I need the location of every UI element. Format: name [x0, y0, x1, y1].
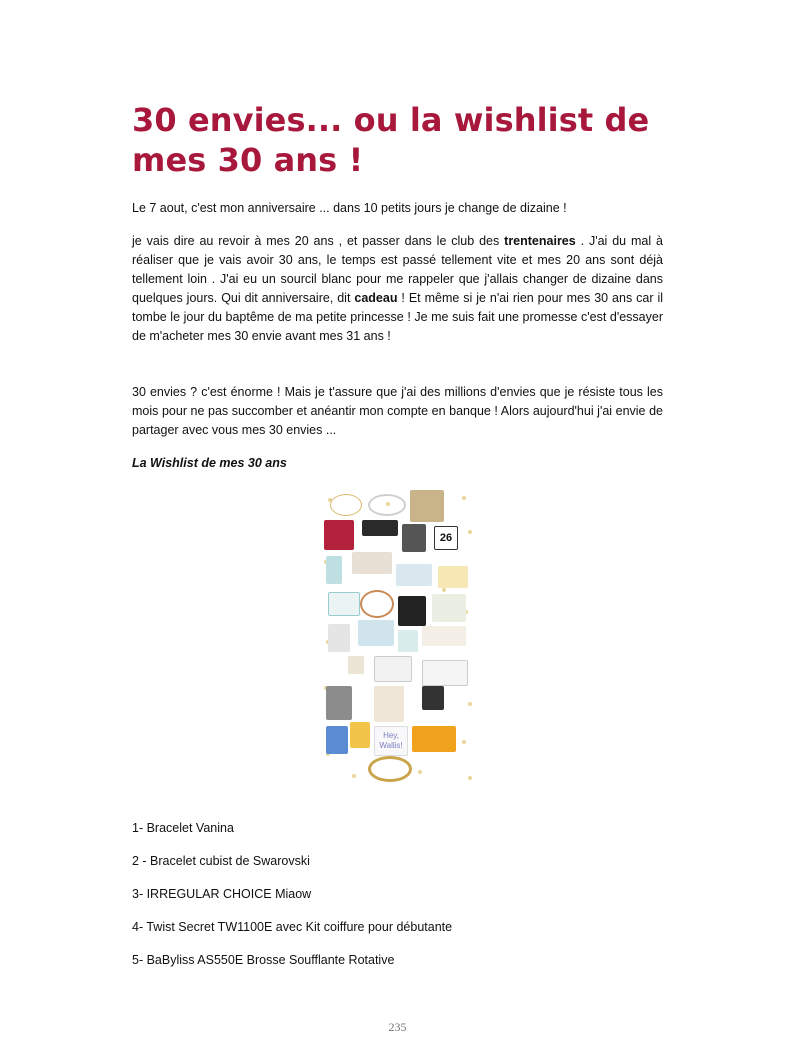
intro-paragraph-3: 30 envies ? c'est énorme ! Mais je t'assure que j'ai des millions d'envies que je résiste tous les mois pour ne pas succomber et anéantir mon compte en banque ! Alors aujourd'hui j'ai envie de partager avec vous mes 30 envies ... — [132, 385, 663, 437]
intro2-text-b: . J'ai du mal à réaliser que je vais avoir 30 ans, le temps est passé tellement vite et mes 20 ans sont déjà tellement loin . J'ai eu un sourcil blanc pour me rappeler que j'allais changer de dizaine dans quelques jours. Qui dit anniversaire, dit — [132, 234, 663, 305]
mug-text-2: Wallis! — [379, 741, 403, 750]
decorative-dot — [442, 588, 446, 592]
wishlist-list — [132, 819, 663, 984]
article-title: 30 envies... ou la wishlist de mes 30 ans ! — [132, 101, 650, 179]
room-image-1 — [352, 552, 392, 574]
desk-image — [374, 656, 412, 682]
decorative-dot — [468, 776, 472, 780]
chair-image-1 — [328, 624, 350, 652]
intro-paragraph-1: Le 7 aout, c'est mon anniversaire ... dans 10 petits jours je change de dizaine ! — [132, 201, 567, 215]
mug-text-1: Hey, — [383, 731, 399, 740]
funko-image-2 — [350, 722, 370, 748]
hair-kit-image — [324, 520, 354, 550]
rack-image — [328, 592, 360, 616]
bracelet-swarovski-image — [368, 494, 406, 516]
prints-image — [432, 594, 466, 622]
wishlist-collage-image — [322, 490, 474, 782]
bracelet-vanina-image — [330, 494, 362, 516]
chair-image-2 — [326, 686, 352, 720]
decorative-dot — [468, 702, 472, 706]
list-item: 1- Bracelet Vanina — [132, 821, 234, 835]
stool-image — [348, 656, 364, 674]
mug-image — [374, 726, 408, 756]
rings-image — [368, 756, 412, 782]
cooker-image — [402, 524, 426, 552]
decorative-dot — [352, 774, 356, 778]
wall-image — [422, 626, 466, 646]
wishlist-subtitle: La Wishlist de mes 30 ans — [132, 456, 287, 470]
list-item: 3- IRREGULAR CHOICE Miaow — [132, 887, 312, 901]
intro2-bold-cadeau: cadeau — [354, 291, 398, 305]
shoe-image — [410, 490, 444, 522]
list-item: 2 - Bracelet cubist de Swarovski — [132, 854, 310, 868]
list-item: 4- Twist Secret TW1100E avec Kit coiffure pour débutante — [132, 920, 453, 934]
calendar-image: 26 — [434, 526, 458, 550]
cabinet-image — [422, 660, 468, 686]
intro2-text-c: ! Et même si je n'ai rien pour mes 30 ans car il tombe le jour du baptême de ma petite princesse ! Je me suis fait une promesse c'est d'essayer de m'acheter mes 30 envie avant mes 31 ans ! — [132, 291, 663, 343]
frame-image — [438, 566, 468, 588]
intro-paragraph-2 — [132, 232, 663, 346]
lamp-image — [398, 630, 418, 652]
house-frame-image — [398, 596, 426, 626]
page-number: 235 — [388, 1020, 407, 1034]
hair-brush-image — [362, 520, 398, 536]
sofa-image — [358, 620, 394, 646]
wire-basket-image — [360, 590, 394, 618]
intro2-text-a: je vais dire au revoir à mes 20 ans , et passer dans le club des — [132, 234, 505, 248]
decorative-dot — [462, 496, 466, 500]
room-image-2 — [374, 686, 404, 722]
decorative-dot — [462, 740, 466, 744]
decor-image — [326, 556, 342, 584]
funko-image-1 — [326, 726, 348, 754]
decorative-dot — [468, 530, 472, 534]
shelf-image — [396, 564, 432, 586]
speaker-image — [422, 686, 444, 710]
decorative-dot — [418, 770, 422, 774]
intro2-bold-trentenaires: trentenaires — [504, 234, 576, 248]
box-image — [412, 726, 456, 752]
list-item: 5- BaByliss AS550E Brosse Soufflante Rotative — [132, 953, 395, 967]
